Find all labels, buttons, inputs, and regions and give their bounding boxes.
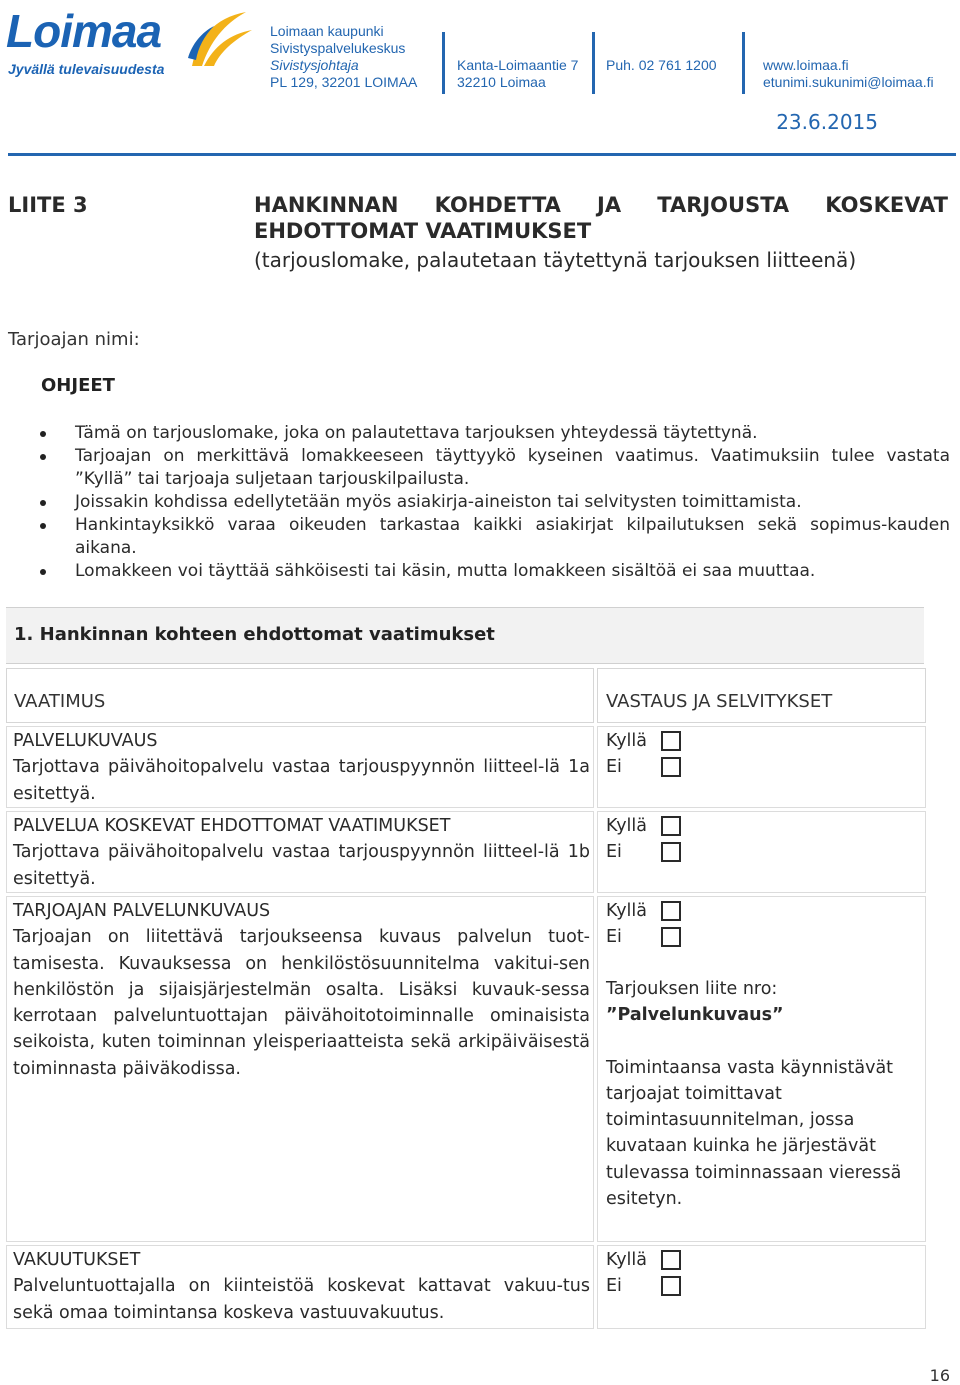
attachment-name: ”Palvelunkuvaus”: [606, 1005, 784, 1026]
bullet-icon: [40, 523, 46, 529]
list-item: Tämä on tarjouslomake, joka on palautettava tarjouksen yhteydessä täytettynä.: [40, 422, 950, 445]
requirement-text: Tarjoajan on liitettävä tarjoukseensa kuvaus palvelun tuot-tamisesta. Kuvauksessa on henkilöstösuunnitelma vakitui-sen henkilöstön ja sijaisjärjestelmän osalta. Lisäksi kuvauk-sessa kerrotaan palveluntuottajan päivähoitotoiminnalle ominaisista seikoista, kuten toiminnan yleisperiaatteista sekä arkipäiväisestä toiminnasta päiväkodissa.: [13, 927, 590, 1079]
requirement-text: Palveluntuottajalla on kiinteistöä koskevat kattavat vakuu-tus sekä omaa toimintansa koskeva vastuuvakuutus.: [13, 1276, 590, 1323]
org-address-block: [270, 23, 417, 91]
org-unit: Sivistyspalvelukeskus: [270, 40, 406, 56]
table-row-answer: [597, 726, 926, 808]
wheat-sun-icon: [184, 8, 254, 68]
yes-option[interactable]: Kyllä: [606, 1247, 647, 1273]
no-option[interactable]: Ei: [606, 839, 647, 865]
list-item: Lomakkeen voi täyttää sähköisesti tai käsin, mutta lomakkeen sisältöä ei saa muuttaa.: [40, 560, 950, 583]
yes-option[interactable]: Kyllä: [606, 898, 912, 924]
loimaa-logo: [6, 5, 256, 80]
yes-checkbox[interactable]: [661, 1250, 681, 1270]
requirement-caption: TARJOAJAN PALVELUNKUVAUS: [13, 901, 271, 921]
no-checkbox[interactable]: [661, 842, 681, 862]
header-rule: [8, 153, 956, 156]
no-option[interactable]: Ei: [606, 924, 912, 950]
header-divider: [442, 32, 445, 94]
yes-checkbox[interactable]: [661, 731, 681, 751]
document-title: HANKINNAN KOHDETTA JA TARJOUSTA KOSKEVAT: [254, 193, 948, 217]
list-item: Hankintayksikkö varaa oikeuden tarkastaa kaikki asiakirjat kilpailutuksen sekä sopimus-kauden aikana.: [40, 514, 950, 560]
requirement-caption: VAKUUTUKSET: [13, 1250, 141, 1270]
page-number: 16: [929, 1366, 950, 1385]
requirement-caption: PALVELUKUVAUS: [13, 731, 158, 751]
phone-block: [606, 57, 717, 74]
bullet-icon: [40, 454, 46, 460]
table-row-answer: [597, 811, 926, 893]
document-title-line2: EHDOTTOMAT VAATIMUKSET: [254, 219, 592, 243]
list-item: Joissakin kohdissa edellytetään myös asiakirja-aineiston tai selvitysten toimittamista.: [40, 491, 950, 514]
no-checkbox[interactable]: [661, 1276, 681, 1296]
yes-checkbox[interactable]: [661, 901, 681, 921]
org-role: Sivistysjohtaja: [270, 57, 359, 73]
yes-option[interactable]: Kyllä: [606, 728, 647, 754]
logo-wordmark: Loimaa: [6, 5, 162, 57]
section-header: [6, 607, 924, 664]
section-title: 1. Hankinnan kohteen ehdottomat vaatimukset: [14, 624, 495, 645]
yes-option[interactable]: Kyllä: [606, 813, 647, 839]
logo-tagline: Jyvällä tulevaisuudesta: [8, 61, 165, 77]
no-checkbox[interactable]: [661, 927, 681, 947]
requirement-text: Tarjottava päivähoitopalvelu vastaa tarjouspyynnön liitteel-lä 1b esitettyä.: [13, 842, 590, 889]
street-address: Kanta-Loimaantie 7: [457, 57, 579, 73]
column-header-requirement: VAATIMUS: [6, 668, 594, 723]
street-address-block: [457, 57, 578, 91]
table-row-answer: [597, 896, 926, 1242]
instructions-heading: OHJEET: [41, 375, 115, 396]
table-row-requirement: [6, 1245, 594, 1329]
column-header-answer: VASTAUS JA SELVITYKSET: [597, 668, 926, 723]
org-name: Loimaan kaupunki: [270, 23, 384, 39]
instructions-list: [40, 422, 950, 583]
postal-city: 32210 Loimaa: [457, 74, 546, 90]
no-option[interactable]: Ei: [606, 1273, 647, 1299]
requirement-caption: PALVELUA KOSKEVAT EHDOTTOMAT VAATIMUKSET: [13, 816, 451, 836]
header-divider: [742, 32, 745, 94]
table-row-answer: [597, 1245, 926, 1329]
website-link[interactable]: www.loimaa.fi: [763, 57, 849, 73]
no-option[interactable]: Ei: [606, 754, 647, 780]
phone-number: Puh. 02 761 1200: [606, 57, 717, 73]
header-divider: [592, 32, 595, 94]
table-row-requirement: [6, 726, 594, 808]
bidder-name-label: Tarjoajan nimi:: [8, 329, 140, 350]
web-email-block: [763, 57, 934, 91]
email-link[interactable]: etunimi.sukunimi@loimaa.fi: [763, 74, 934, 90]
requirement-text: Tarjottava päivähoitopalvelu vastaa tarjouspyynnön liitteel-lä 1a esitettyä.: [13, 757, 590, 804]
document-date: 23.6.2015: [776, 110, 878, 134]
appendix-label: LIITE 3: [8, 193, 88, 217]
bullet-icon: [40, 569, 46, 575]
attachment-number-label: Tarjouksen liite nro:: [606, 979, 778, 999]
table-row-requirement: [6, 811, 594, 893]
document-subtitle: (tarjouslomake, palautetaan täytettynä tarjouksen liitteenä): [254, 248, 857, 272]
list-item: Tarjoajan on merkittävä lomakkeeseen täyttyykö kyseinen vaatimus. Vaatimuksiin tulee vastata ”Kyllä” tai tarjoaja suljetaan tarjouskilpailusta.: [40, 445, 950, 491]
yes-checkbox[interactable]: [661, 816, 681, 836]
bullet-icon: [40, 500, 46, 506]
org-po-box: PL 129, 32201 LOIMAA: [270, 74, 418, 90]
bullet-icon: [40, 431, 46, 437]
table-row-requirement: [6, 896, 594, 1242]
no-checkbox[interactable]: [661, 757, 681, 777]
startup-note: Toimintaansa vasta käynnistävät tarjoajat toimittavat toimintasuunnitelman, jossa kuvataan kuinka he järjestävät tulevassa toiminnassaan vieressä esitetyn.: [606, 1057, 902, 1210]
